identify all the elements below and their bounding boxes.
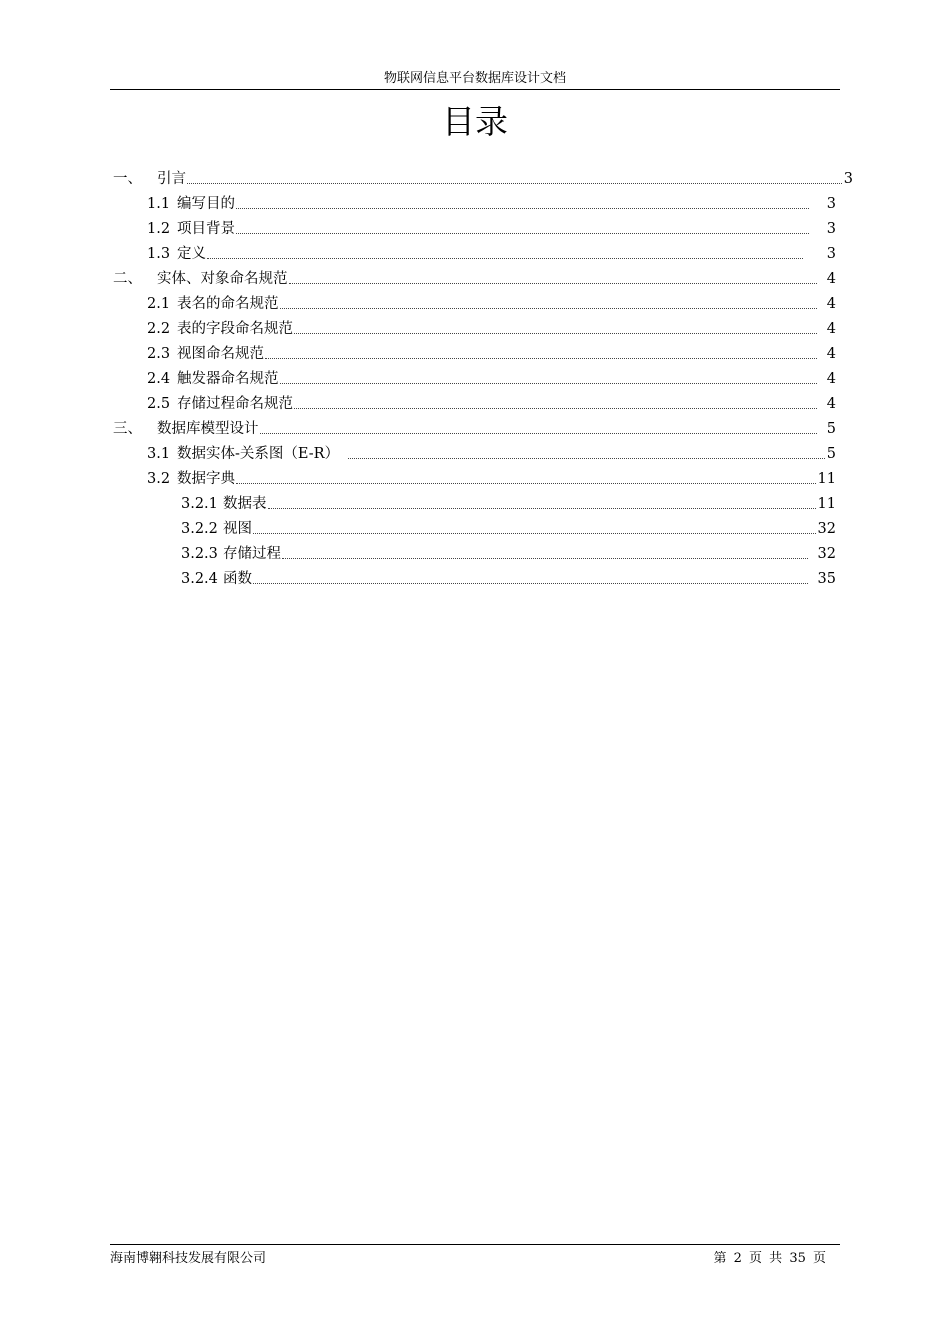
toc-entry-page: 3 bbox=[826, 221, 836, 237]
footer-company: 海南博翱科技发展有限公司 bbox=[110, 1251, 267, 1266]
toc-entry-text: 数据字典 bbox=[177, 471, 235, 487]
toc-entry-text: 数据表 bbox=[223, 496, 267, 512]
toc-entry-2-2[interactable] bbox=[147, 315, 836, 339]
toc-entry-text: 引言 bbox=[157, 171, 186, 187]
toc-entry-number: 三、 bbox=[113, 421, 142, 437]
toc-entry-number: 1.1 bbox=[147, 196, 171, 212]
toc-entry-page: 4 bbox=[826, 396, 836, 412]
toc-entry-1-2[interactable] bbox=[147, 215, 836, 239]
page-header bbox=[110, 71, 840, 90]
page-footer bbox=[110, 1244, 840, 1266]
dot-leader bbox=[253, 533, 816, 534]
toc-entry-text: 项目背景 bbox=[177, 221, 235, 237]
dot-leader bbox=[289, 283, 817, 284]
toc-entry-page: 11 bbox=[817, 471, 836, 487]
toc-entry-1[interactable] bbox=[113, 165, 853, 189]
toc-entry-page: 5 bbox=[826, 446, 836, 462]
toc-entry-3-2-2[interactable] bbox=[181, 515, 836, 539]
dot-leader bbox=[207, 258, 803, 259]
toc-entry-text: 函数 bbox=[223, 571, 252, 587]
toc-entry-page: 4 bbox=[826, 296, 836, 312]
toc-entry-number: 3.2 bbox=[147, 471, 171, 487]
dot-leader bbox=[236, 208, 809, 209]
toc-entry-number: 2.1 bbox=[147, 296, 171, 312]
toc-entry-page: 32 bbox=[817, 521, 836, 537]
dot-leader bbox=[280, 383, 817, 384]
toc-entry-number: 3.1 bbox=[147, 446, 171, 462]
toc-entry-text: 数据库模型设计 bbox=[157, 421, 259, 437]
toc-entry-page: 32 bbox=[817, 546, 836, 562]
dot-leader bbox=[265, 358, 817, 359]
toc-entry-page: 11 bbox=[817, 496, 836, 512]
dot-leader bbox=[260, 433, 817, 434]
toc-entry-number: 2.3 bbox=[147, 346, 171, 362]
toc-entry-text: 表名的命名规范 bbox=[177, 296, 279, 312]
toc-entry-number: 二、 bbox=[113, 271, 142, 287]
toc-entry-page: 5 bbox=[826, 421, 836, 437]
dot-leader bbox=[294, 408, 817, 409]
toc-entry-number: 3.2.3 bbox=[181, 546, 218, 562]
dot-leader bbox=[268, 508, 816, 509]
toc-entry-text: 表的字段命名规范 bbox=[177, 321, 293, 337]
toc-entry-2-3[interactable] bbox=[147, 340, 836, 364]
toc-entry-3-2-1[interactable] bbox=[181, 490, 836, 514]
toc-entry-number: 3.2.1 bbox=[181, 496, 218, 512]
toc-entry-text: 定义 bbox=[177, 246, 206, 262]
toc-entry-text: 视图命名规范 bbox=[177, 346, 264, 362]
toc-entry-page: 3 bbox=[826, 246, 836, 262]
dot-leader bbox=[236, 233, 809, 234]
toc-entry-text: 编写目的 bbox=[177, 196, 235, 212]
dot-leader bbox=[236, 483, 816, 484]
dot-leader bbox=[187, 183, 842, 184]
toc-entry-number: 1.2 bbox=[147, 221, 171, 237]
toc-entry-text: 存储过程命名规范 bbox=[177, 396, 293, 412]
toc-entry-page: 4 bbox=[826, 371, 836, 387]
toc-title: 目录 bbox=[442, 102, 508, 141]
toc-entry-page: 4 bbox=[826, 271, 836, 287]
toc-entry-page: 35 bbox=[817, 571, 836, 587]
dot-leader bbox=[253, 583, 808, 584]
dot-leader bbox=[294, 333, 817, 334]
toc-entry-number: 3.2.4 bbox=[181, 571, 218, 587]
toc-entry-2-5[interactable] bbox=[147, 390, 836, 414]
dot-leader bbox=[348, 458, 825, 459]
toc-entry-2-4[interactable] bbox=[147, 365, 836, 389]
toc-entry-text: 实体、对象命名规范 bbox=[157, 271, 288, 287]
toc-entry-1-1[interactable] bbox=[147, 190, 836, 214]
toc-entry-text: 数据实体-关系图（E-R） bbox=[177, 446, 340, 462]
toc-entry-2[interactable] bbox=[113, 265, 836, 289]
toc-entry-3[interactable] bbox=[113, 415, 836, 439]
toc-entry-number: 一、 bbox=[113, 171, 142, 187]
toc-entry-3-2-4[interactable] bbox=[181, 565, 836, 589]
toc-entry-number: 3.2.2 bbox=[181, 521, 218, 537]
toc-entry-3-2-3[interactable] bbox=[181, 540, 836, 564]
toc-entry-page: 4 bbox=[826, 346, 836, 362]
footer-page-number: 第 2 页 共 35 页 bbox=[713, 1251, 826, 1266]
dot-leader bbox=[282, 558, 808, 559]
toc-entry-number: 1.3 bbox=[147, 246, 171, 262]
toc-entry-2-1[interactable] bbox=[147, 290, 836, 314]
toc-entry-number: 2.2 bbox=[147, 321, 171, 337]
dot-leader bbox=[280, 308, 817, 309]
toc-entry-3-1[interactable] bbox=[147, 440, 836, 464]
toc-entry-text: 触发器命名规范 bbox=[177, 371, 279, 387]
toc-entry-3-2[interactable] bbox=[147, 465, 836, 489]
header-title: 物联网信息平台数据库设计文档 bbox=[383, 71, 566, 86]
toc-entry-page: 3 bbox=[843, 171, 853, 187]
toc-entry-text: 存储过程 bbox=[223, 546, 281, 562]
toc-entry-page: 4 bbox=[826, 321, 836, 337]
toc-entry-text: 视图 bbox=[223, 521, 252, 537]
toc-entry-page: 3 bbox=[826, 196, 836, 212]
toc-entry-number: 2.5 bbox=[147, 396, 171, 412]
toc-entry-number: 2.4 bbox=[147, 371, 171, 387]
toc-entry-1-3[interactable] bbox=[147, 240, 836, 264]
